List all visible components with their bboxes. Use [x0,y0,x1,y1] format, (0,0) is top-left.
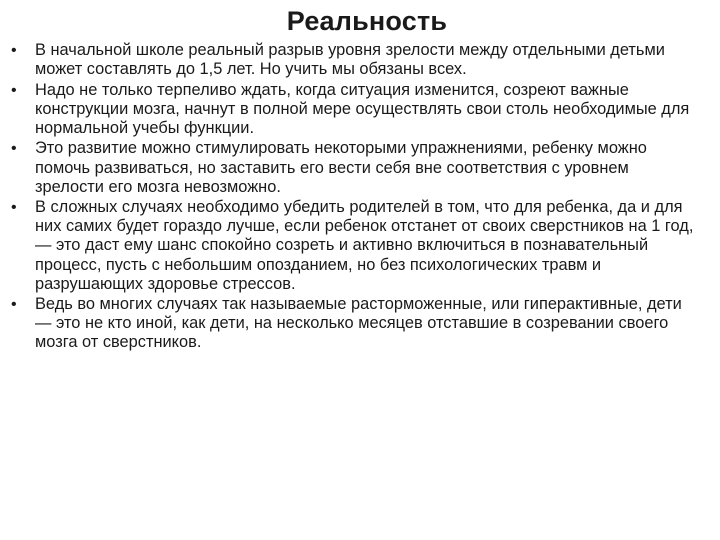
bullet-dot-icon: • [11,199,17,217]
bullet-dot-icon: • [11,140,17,158]
bullet-text: Ведь во многих случаях так называемые расторможенные, или гиперактивные, дети — это не кто иной, как дети, на несколько месяцев отставшие в созревании своего мозга от сверстников. [35,295,682,352]
bullet-text: В сложных случаях необходимо убедить родителей в том, что для ребенка, да и для них самих будет гораздо лучше, если ребенок отстанет от своих сверстников на 1 год,— это даст ему шанс спокойно созреть и активно включиться в познавательный процесс, пусть с небольшим опозданием, но без психологических травм и разрушающих здоровье стрессов. [35,198,694,293]
bullet-list [11,41,701,354]
bullet-item [11,295,701,352]
bullet-item [11,81,701,138]
bullet-text: Это развитие можно стимулировать некоторыми упражнениями, ребенку можно помочь развиваться, но заставить его вести себя вне соответствия с уровнем зрелости его мозга невозможно. [35,139,647,196]
bullet-item [11,139,701,196]
bullet-dot-icon: • [11,81,17,99]
bullet-dot-icon: • [11,296,17,314]
bullet-text: В начальной школе реальный разрыв уровня зрелости между отдельными детьми может составлять до 1,5 лет. Но учить мы обязаны всех. [35,41,665,79]
bullet-text: Надо не только терпеливо ждать, когда ситуация изменится, созреют важные конструкции мозга, начнут в полной мере осуществлять свои столь необходимые для нормальной учебы функции. [35,80,690,137]
bullet-item [11,41,701,79]
slide-title: Реальность [286,6,448,36]
bullet-item [11,198,701,293]
bullet-dot-icon: • [11,42,17,59]
